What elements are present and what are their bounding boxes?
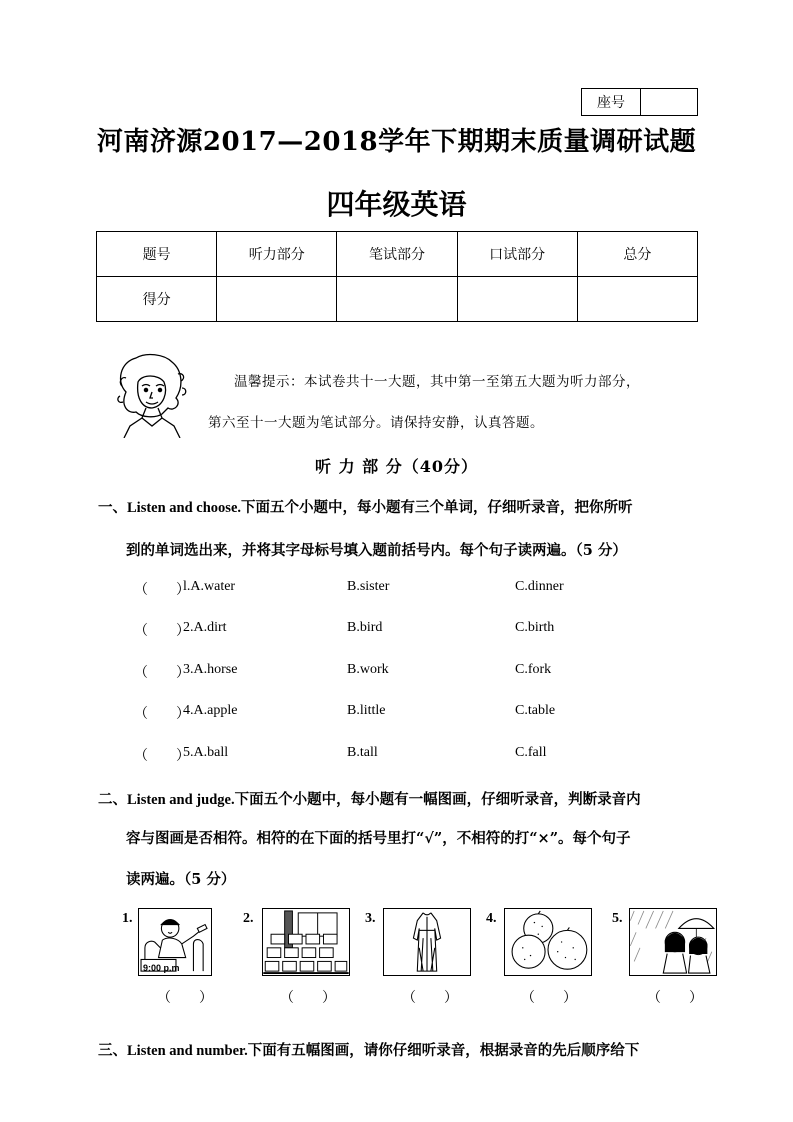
answer-bracket[interactable]: （ ） [134, 666, 190, 681]
q1-item-row [0, 662, 793, 682]
option-b: B.sister [347, 579, 390, 594]
picture-answer-bracket[interactable]: （ ） [402, 991, 458, 1006]
q2-number: 二、 [98, 791, 127, 808]
q1-instruction-text: 下面五个小题中，每小题有三个单词，仔细听录音，把你所听 [241, 499, 633, 516]
answer-bracket[interactable]: （ ） [134, 624, 190, 639]
option-c: C.fork [515, 662, 552, 677]
answer-bracket[interactable]: （ ） [134, 707, 190, 722]
option-a: 5.A.ball [183, 745, 229, 760]
score-header-cell: 听力部分 [217, 232, 337, 277]
option-a: 2.A.dirt [183, 620, 227, 635]
computer-room-icon [262, 908, 350, 976]
score-cell-total[interactable] [577, 277, 697, 322]
q1-item-row [0, 620, 793, 640]
picture-number: 1. [122, 911, 133, 926]
q1-instruction-line-2: 到的单词选出来，并将其字母标号填入题前括号内。每个句子读两遍。（5 分） [126, 542, 627, 559]
q3-instruction-text: 下面有五幅图画，请你仔细听录音，根据录音的先后顺序给下 [247, 1042, 640, 1059]
q1-item-row [0, 703, 793, 723]
long-dress-icon [383, 908, 471, 976]
option-b: B.tall [347, 745, 378, 760]
boy-yawning-icon [138, 908, 212, 976]
q2-instruction-text: 下面五个小题中，每小题有一幅图画，仔细听录音，判断录音内 [234, 791, 641, 808]
q3-instruction-line-1 [98, 1039, 639, 1060]
listening-section-heading: 听 力 部 分（40分） [315, 457, 478, 476]
picture-time-caption: 9:00 p.m [143, 963, 180, 973]
teacher-avatar-icon [112, 352, 192, 438]
seat-number-field[interactable] [641, 89, 697, 115]
option-b: B.bird [347, 620, 383, 635]
score-table [96, 231, 698, 322]
option-c: C.fall [515, 745, 547, 760]
option-c: C.table [515, 703, 556, 718]
picture-answer-bracket[interactable]: （ ） [647, 991, 703, 1006]
answer-bracket[interactable]: （ ） [134, 583, 190, 598]
tip-line-2: 第六至十一大题为笔试部分。请保持安静，认真答题。 [208, 415, 544, 431]
q1-english-title: Listen and choose. [127, 500, 242, 516]
option-c: C.dinner [515, 579, 564, 594]
picture-number: 2. [243, 911, 254, 926]
option-c: C.birth [515, 620, 555, 635]
score-table-score-row [97, 277, 698, 322]
q1-instruction-line-1 [98, 496, 633, 517]
picture-answer-bracket[interactable]: （ ） [157, 991, 213, 1006]
option-b: B.work [347, 662, 389, 677]
score-cell-listening[interactable] [217, 277, 337, 322]
score-row-label: 得分 [97, 277, 217, 322]
score-header-cell: 题号 [97, 232, 217, 277]
seat-number-label: 座号 [582, 89, 641, 115]
q3-english-title: Listen and number. [127, 1043, 248, 1059]
option-a: 3.A.horse [183, 662, 238, 677]
q2-english-title: Listen and judge. [127, 792, 235, 808]
answer-bracket[interactable]: （ ） [134, 749, 190, 764]
q1-number: 一、 [98, 499, 127, 516]
girls-in-rain-icon [629, 908, 717, 976]
picture-number: 5. [612, 911, 623, 926]
q2-instruction-line-1 [98, 788, 641, 809]
q1-item-row [0, 745, 793, 765]
tip-line-1: 温馨提示：本试卷共十一大题，其中第一至第五大题为听力部分， [234, 374, 640, 390]
score-header-cell: 笔试部分 [337, 232, 457, 277]
seat-number-box [581, 88, 698, 116]
exam-title: 河南济源2017—2018学年下期期末质量调研试题 [96, 127, 697, 157]
picture-number: 4. [486, 911, 497, 926]
q3-number: 三、 [98, 1042, 127, 1059]
oranges-icon [504, 908, 592, 976]
q1-item-row [0, 579, 793, 599]
option-a: l.A.water [183, 579, 236, 594]
picture-number: 3. [365, 911, 376, 926]
score-cell-oral[interactable] [457, 277, 577, 322]
q2-instruction-line-3: 读两遍。（5 分） [126, 871, 236, 888]
picture-answer-bracket[interactable]: （ ） [521, 991, 577, 1006]
q2-instruction-line-2: 容与图画是否相符。相符的在下面的括号里打“√”，不相符的打“×”。每个句子 [126, 830, 631, 847]
option-a: 4.A.apple [183, 703, 238, 718]
exam-subtitle: 四年级英语 [326, 188, 467, 221]
picture-answer-bracket[interactable]: （ ） [280, 991, 336, 1006]
score-header-cell: 总分 [577, 232, 697, 277]
score-cell-written[interactable] [337, 277, 457, 322]
score-header-cell: 口试部分 [457, 232, 577, 277]
score-table-header-row [97, 232, 698, 277]
option-b: B.little [347, 703, 386, 718]
